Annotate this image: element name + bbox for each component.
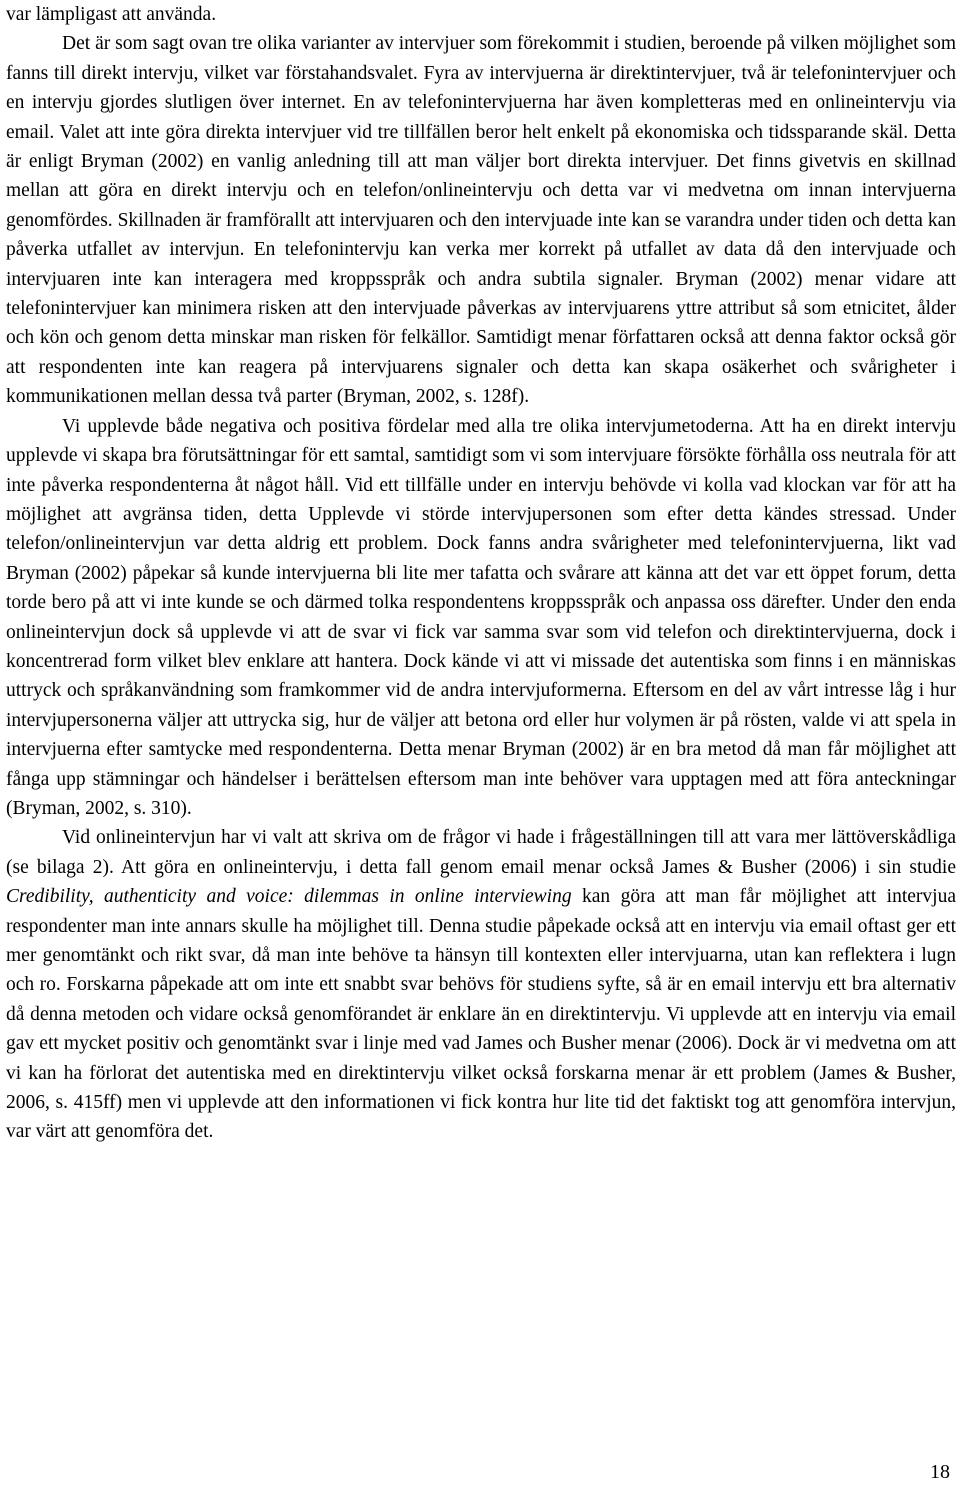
paragraph-4-text-after: kan göra att man får möjlighet att intervjua respondenter man inte annars skulle ha möjlighet till. Denna studie påpekade också att en intervju via email oftast ger ett mer genomtänkt och rikt svar, då man inte behöve ta hänsyn till kontexten eller intervjuarna, utan kan reflektera i lugn och ro. Forskarna påpekade att om inte ett snabbt svar behövs för studiens syfte, så är en email intervju ett bra alternativ då denna metoden och vidare också genomförandet är enklare än en direktintervju. Vi upplevde att en intervju via email gav ett mycket positiv och genomtänkt svar i linje med vad James och Busher menar (2006). Dock är vi medvetna om att vi kan ha förlorat det autentiska med en direktintervju vilket också forskarna menar är ett problem (James & Busher, 2006, s. 415ff) men vi upplevde att den informationen vi fick kontra hur lite tid det faktiskt tog att genomföra intervjun, var värt att genomföra det.	[6, 886, 956, 1143]
study-title-italic: Credibility, authenticity and voice: dilemmas in online interviewing	[6, 886, 572, 908]
paragraph-4-text-before: Vid onlineintervjun har vi valt att skriva om de frågor vi hade i frågeställningen till att vara mer lättöverskådliga (se bilaga 2). Att göra en onlineintervju, i detta fall genom email menar också James & Busher (2006) i sin studie	[6, 827, 956, 878]
paragraph-2: Det är som sagt ovan tre olika varianter av intervjuer som förekommit i studien, beroende på vilken möjlighet som fanns till direkt intervju, vilket var förstahandsvalet. Fyra av intervjuerna är direktintervjuer, två är telefonintervjuer och en intervju gjordes slutligen över internet. En av telefonintervjuerna har även kompletteras med en onlineintervju via email. Valet att inte göra direkta intervjuer vid tre tillfällen beror helt enkelt på ekonomiska och tidssparande skäl. Detta är enligt Bryman (2002) en vanlig anledning till att man väljer bort direkta intervjuer. Det finns givetvis en skillnad mellan att göra en direkt intervju och en telefon/onlineintervju och detta var vi medvetna om innan intervjuerna genomfördes. Skillnaden är framförallt att intervjuaren och den intervjuade inte kan se varandra under tiden och detta kan påverka utfallet av intervjun. En telefonintervju kan verka mer korrekt på utfallet av data då den intervjuade och intervjuaren inte kan interagera med kroppsspråk och andra subtila signaler. Bryman (2002) menar vidare att telefonintervjuer kan minimera risken att den intervjuade påverkas av intervjuarens yttre attribut så som etnicitet, ålder och kön och genom detta minskar man risken för felkällor. Samtidigt menar författaren också att denna faktor också gör att respondenten inte kan reagera på intervjuarens signaler och detta kan skapa osäkerhet och svårigheter i kommunikationen mellan dessa två parter (Bryman, 2002, s. 128f).	[6, 33, 956, 408]
document-page	[6, 0, 956, 1147]
page-number: 18	[930, 1461, 950, 1483]
paragraph-1: var lämpligast att använda.	[6, 4, 217, 25]
paragraph-4	[6, 823, 956, 1146]
paragraph-3: Vi upplevde både negativa och positiva fördelar med alla tre olika intervjumetoderna. Att ha en direkt intervju upplevde vi skapa bra förutsättningar för ett samtal, samtidigt som vi som intervjuare försökte förhålla oss neutrala för att inte påverka respondenterna åt något håll. Vid ett tillfälle under en intervju behövde vi kolla vad klockan var för att ha möjlighet att avgränsa tiden, detta Upplevde vi störde intervjupersonen som efter detta kändes stressad. Under telefon/onlineintervjun var detta aldrig ett problem. Dock fanns andra svårigheter med telefonintervjuerna, likt vad Bryman (2002) påpekar så kunde intervjuerna bli lite mer tafatta och svårare att känna att det var ett öppet forum, detta torde bero på att vi inte kunde se och därmed tolka respondentens kroppsspråk och anpassa oss därefter. Under den enda onlineintervjun dock så upplevde vi att de svar vi fick var samma svar som vid telefon och direktintervjuerna, dock i koncentrerad form vilket blev enklare att hantera. Dock kände vi att vi missade det autentiska som finns i en människas uttryck och språkanvändning som framkommer vid de andra intervjuformerna. Eftersom en del av vårt intresse låg i hur intervjupersonerna väljer att uttrycka sig, hur de väljer att betona ord eller hur volymen är på rösten, valde vi att spela in intervjuerna efter samtycke med respondenterna. Detta menar Bryman (2002) är en bra metod då man får möjlighet att fånga upp stämningar och händelser i berättelsen eftersom man inte behöver vara upptagen med att föra anteckningar (Bryman, 2002, s. 310).	[6, 415, 956, 819]
